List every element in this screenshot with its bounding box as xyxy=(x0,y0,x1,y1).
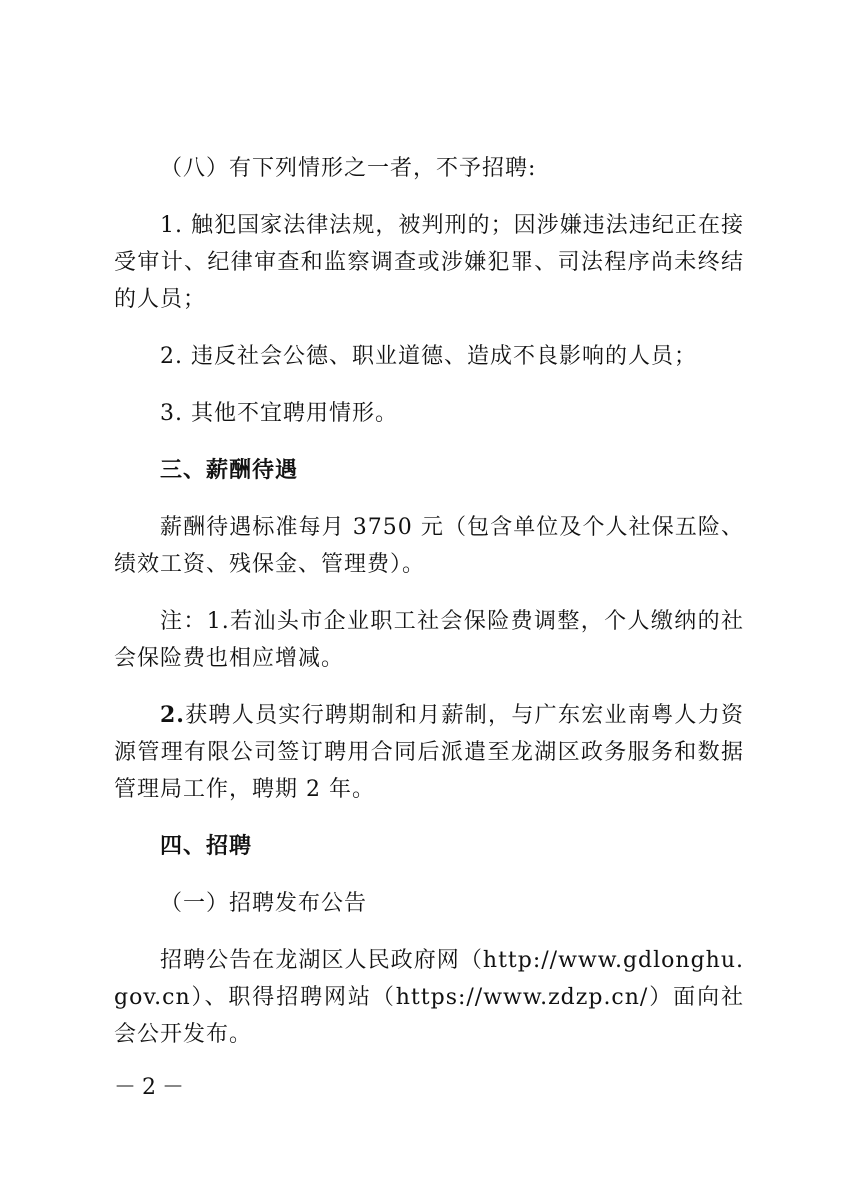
salary-paragraph: 薪酬待遇标准每月 3750 元（包含单位及个人社保五险、绩效工资、残保金、管理费）。 xyxy=(114,515,744,577)
clause-item-2: 2. 违反社会公德、职业道德、造成不良影响的人员； xyxy=(160,344,697,369)
clause-item-3: 3. 其他不宜聘用情形。 xyxy=(160,401,398,426)
note-1-paragraph: 注：1.若汕头市企业职工社会保险费调整，个人缴纳的社会保险费也相应增减。 xyxy=(114,609,744,671)
clause-eight-heading: （八）有下列情形之一者，不予招聘: xyxy=(160,156,537,181)
document-body xyxy=(114,150,744,1073)
clause-item-1: 1. 触犯国家法律法规，被判刑的；因涉嫌违法违纪正在接受审计、纪律审查和监察调查或涉嫌犯罪、司法程序尚未终结的人员； xyxy=(114,213,744,312)
announcement-paragraph: 招聘公告在龙湖区人民政府网（http://www.gdlonghu.gov.cn）、职得招聘网站（https://www.zdzp.cn/）面向社会公开发布。 xyxy=(114,948,744,1047)
note-2-text: 获聘人员实行聘期制和月薪制，与广东宏业南粤人力资源管理有限公司签订聘用合同后派遣至龙湖区政务服务和数据管理局工作，聘期 2 年。 xyxy=(114,703,744,802)
section-4-title: 四、招聘 xyxy=(160,834,253,859)
note-2-paragraph xyxy=(114,697,744,808)
note-2-number: 2. xyxy=(160,702,185,728)
section-3-title: 三、薪酬待遇 xyxy=(160,458,299,483)
subsection-1-title: （一）招聘发布公告 xyxy=(160,891,368,916)
page-number: －2－ xyxy=(114,1075,190,1100)
